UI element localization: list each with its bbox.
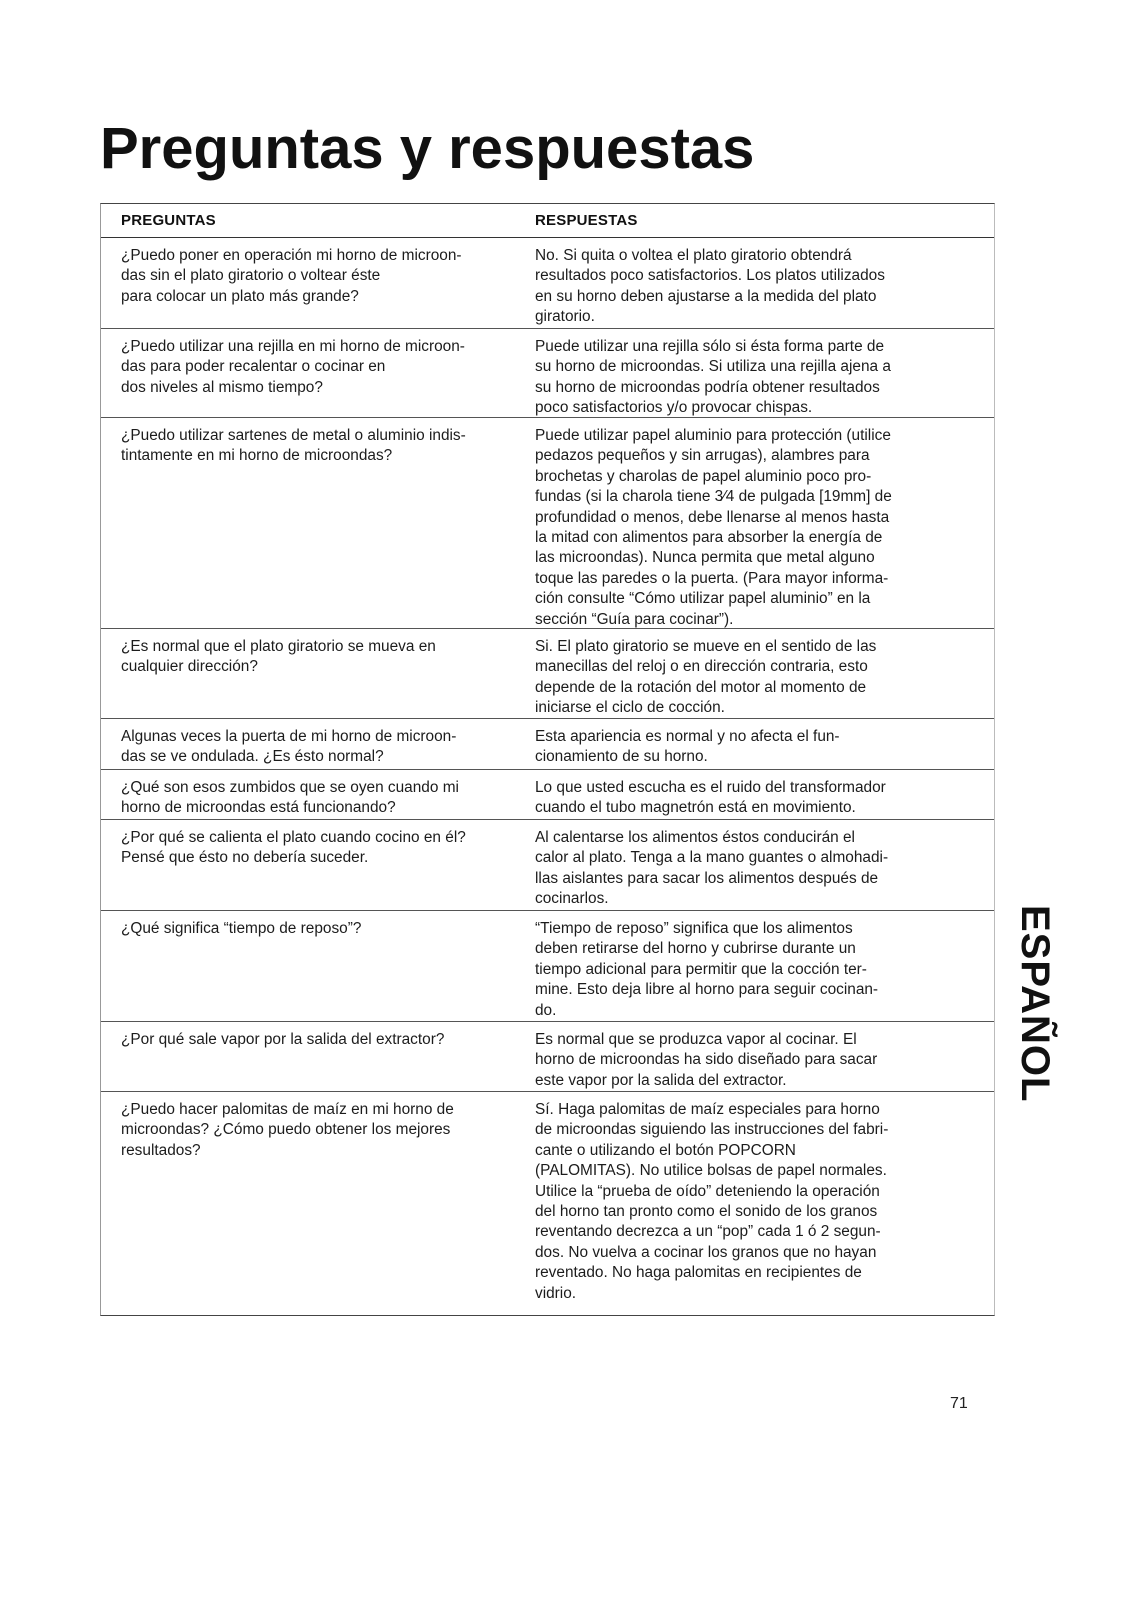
question-text: ¿Puedo hacer palomitas de maíz en mi horno de microondas? ¿Cómo puedo obtener los mejores resultados?: [121, 1101, 454, 1159]
question-text: ¿Por qué se calienta el plato cuando cocino en él? Pensé que ésto no debería suceder.: [121, 829, 466, 867]
page-number: 71: [950, 1395, 968, 1412]
table-row: [101, 418, 994, 629]
answer-text: Sí. Haga palomitas de maíz especiales para horno de microondas siguiendo las instrucciones del fabri- cante o utilizando el botón POPCORN (PALOMITAS). No utilice bolsas de papel normales. Utilice la “prueba de oído” deteniendo la operación del horno tan pronto como el sonido de los granos reventando decrezca a un “pop” cada 1 ó 2 segun- dos. No vuelva a cocinar los granos que no hayan reventado. No haga palomitas en recipientes de vidrio.: [535, 1101, 889, 1302]
question-text: ¿Qué significa “tiempo de reposo”?: [121, 920, 362, 937]
question-text: ¿Puedo poner en operación mi horno de microon- das sin el plato giratorio o voltear éste para colocar un plato más grande?: [121, 247, 462, 305]
header-answers: RESPUESTAS: [535, 212, 638, 229]
table-row: [101, 629, 994, 719]
answer-text: “Tiempo de reposo” significa que los alimentos deben retirarse del horno y cubrirse durante un tiempo adicional para permitir que la cocción ter- mine. Esto deja libre al horno para seguir cocinan- do.: [535, 920, 879, 1019]
table-row: [101, 911, 994, 1022]
question-text: Algunas veces la puerta de mi horno de microon- das se ve ondulada. ¿Es ésto normal?: [121, 728, 457, 766]
table-row: [101, 329, 994, 418]
header-questions: PREGUNTAS: [121, 212, 216, 229]
table-header: [101, 204, 994, 238]
qa-table: [100, 203, 995, 1316]
page-title: Preguntas y respuestas: [100, 116, 755, 181]
answer-text: Si. El plato giratorio se mueve en el sentido de las manecillas del reloj o en dirección contraria, esto depende de la rotación del motor al momento de iniciarse el ciclo de cocción.: [535, 638, 877, 717]
table-row: [101, 1092, 994, 1315]
table-row: [101, 238, 994, 329]
language-label: ESPAÑOL: [1013, 905, 1057, 1103]
answer-text: Lo que usted escucha es el ruido del transformador cuando el tubo magnetrón está en movimiento.: [535, 779, 886, 817]
question-text: ¿Qué son esos zumbidos que se oyen cuando mi horno de microondas está funcionando?: [121, 779, 459, 817]
answer-text: Puede utilizar papel aluminio para protección (utilice pedazos pequeños y sin arrugas), alambres para brochetas y charolas de papel aluminio poco pro- fundas (si la charola tiene 3⁄4 de pulgada [19mm] de profundidad o menos, debe llenarse al menos hasta la mitad con alimentos para absorber la energía de las microondas). Nunca permita que metal alguno toque las paredes o la puerta. (Para mayor informa- ción consulte “Cómo utilizar papel aluminio” en la sección “Guía para cocinar”).: [535, 427, 892, 628]
answer-text: Al calentarse los alimentos éstos conducirán el calor al plato. Tenga a la mano guantes o almohadi- llas aislantes para sacar los alimentos después de cocinarlos.: [535, 829, 889, 908]
table-row: [101, 770, 994, 820]
table-row: [101, 1022, 994, 1092]
answer-text: No. Si quita o voltea el plato giratorio obtendrá resultados poco satisfactorios. Los platos utilizados en su horno deben ajustarse a la medida del plato giratorio.: [535, 247, 885, 326]
question-text: ¿Es normal que el plato giratorio se mueva en cualquier dirección?: [121, 638, 436, 676]
table-row: [101, 820, 994, 911]
language-side-tab: [1005, 905, 1065, 1135]
answer-text: Puede utilizar una rejilla sólo si ésta forma parte de su horno de microondas. Si utiliza una rejilla ajena a su horno de microondas podría obtener resultados poco satisfactorios y/o provocar chispas.: [535, 338, 891, 417]
question-text: ¿Puedo utilizar sartenes de metal o aluminio indis- tintamente en mi horno de microondas?: [121, 427, 466, 465]
answer-text: Es normal que se produzca vapor al cocinar. El horno de microondas ha sido diseñado para sacar este vapor por la salida del extractor.: [535, 1031, 878, 1089]
question-text: ¿Por qué sale vapor por la salida del extractor?: [121, 1031, 445, 1048]
table-row: [101, 719, 994, 770]
question-text: ¿Puedo utilizar una rejilla en mi horno de microon- das para poder recalentar o cocinar en dos niveles al mismo tiempo?: [121, 338, 465, 396]
answer-text: Esta apariencia es normal y no afecta el fun- cionamiento de su horno.: [535, 728, 840, 766]
